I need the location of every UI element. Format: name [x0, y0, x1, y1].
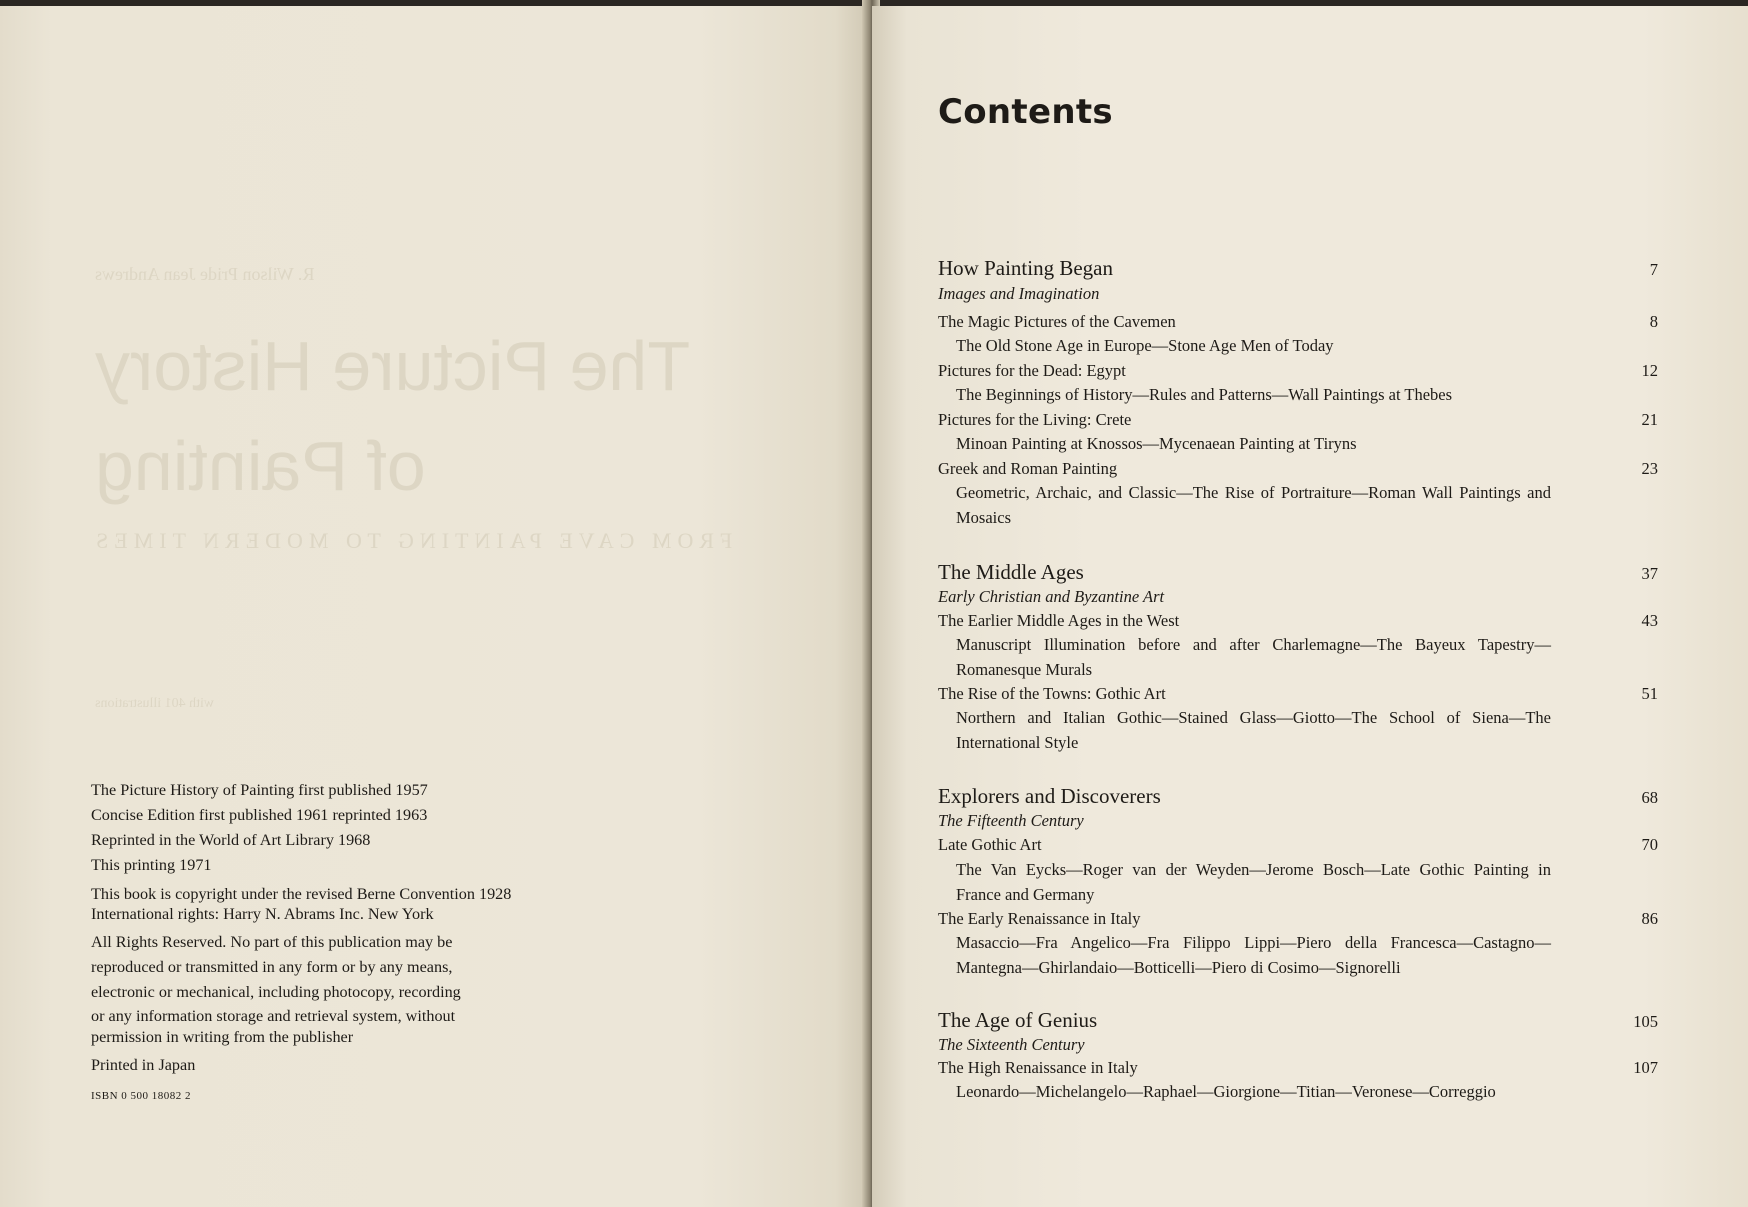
entry-subtopics: The Beginnings of History—Rules and Patterns—Wall Paintings at Thebes	[956, 385, 1453, 404]
section-subtitle: The Sixteenth Century	[938, 1035, 1085, 1054]
section-title: The Middle Ages	[938, 560, 1084, 584]
imprint-line: Printed in Japan	[91, 1056, 196, 1074]
page-number: 68	[1641, 788, 1658, 807]
toc-entry[interactable]	[938, 459, 1658, 479]
entry-title: Late Gothic Art	[938, 835, 1042, 854]
section-subtitle: Early Christian and Byzantine Art	[938, 587, 1165, 606]
page-number: 37	[1641, 564, 1658, 583]
entry-subtopics: Minoan Painting at Knossos—Mycenaean Painting at Tiryns	[956, 434, 1357, 453]
imprint-line: permission in writing from the publisher	[91, 1028, 354, 1046]
left-page	[0, 6, 870, 1207]
show-through-line: with 401 illustrations	[95, 696, 214, 711]
imprint-block	[91, 778, 591, 1109]
entry-title: The High Renaissance in Italy	[938, 1058, 1138, 1077]
imprint-line: International rights: Harry N. Abrams Inc. New York	[91, 905, 434, 923]
imprint-line: electronic or mechanical, including photocopy, recording	[91, 983, 461, 1001]
page-title: Contents	[938, 92, 1113, 132]
section-subtitle: The Fifteenth Century	[938, 811, 1084, 830]
toc-entry[interactable]	[938, 361, 1658, 381]
toc-entry[interactable]	[938, 611, 1658, 631]
imprint-line: This book is copyright under the revised Berne Convention 1928	[91, 885, 512, 903]
imprint-line: All Rights Reserved. No part of this publication may be	[91, 933, 453, 951]
toc-entry[interactable]	[938, 909, 1658, 929]
page-number: 23	[1641, 459, 1658, 478]
entry-title: The Early Renaissance in Italy	[938, 909, 1141, 928]
section-subtitle: Images and Imagination	[938, 284, 1100, 303]
imprint-line: or any information storage and retrieval system, without	[91, 1007, 456, 1025]
toc-section[interactable]	[938, 560, 1658, 585]
entry-subtopics: Masaccio—Fra Angelico—Fra Filippo Lippi—Piero della Francesca—Castagno—Mantegna—Ghirlandaio—Botticelli—Piero di Cosimo—Signorelli	[956, 933, 1551, 977]
page-number: 51	[1641, 684, 1658, 703]
entry-subtopics: Leonardo—Michelangelo—Raphael—Giorgione—Titian—Veronese—Correggio	[956, 1082, 1496, 1101]
page-number: 21	[1641, 410, 1658, 429]
page-number: 86	[1641, 909, 1658, 928]
show-through-title-line1: The Picture History	[95, 327, 691, 405]
entry-title: Greek and Roman Painting	[938, 459, 1118, 478]
toc-section[interactable]	[938, 1008, 1658, 1033]
imprint-line: Reprinted in the World of Art Library 1968	[91, 831, 371, 849]
entry-title: The Earlier Middle Ages in the West	[938, 611, 1180, 630]
imprint-line: Concise Edition first published 1961 reprinted 1963	[91, 806, 428, 824]
show-through-author: R. Wilson Pride Jean Andrews	[95, 264, 315, 284]
page-number: 107	[1633, 1058, 1658, 1077]
entry-title: The Magic Pictures of the Cavemen	[938, 312, 1176, 331]
toc-entry[interactable]	[938, 835, 1658, 855]
toc-entry[interactable]	[938, 410, 1658, 430]
page-number: 105	[1633, 1012, 1658, 1031]
page-number: 70	[1641, 835, 1658, 854]
show-through-title-line2: of Painting	[95, 427, 426, 505]
toc-entry[interactable]	[938, 684, 1658, 704]
entry-title: The Rise of the Towns: Gothic Art	[938, 684, 1166, 703]
entry-subtopics: Manuscript Illumination before and after Charlemagne—The Bayeux Tapestry—Romanesque Murals	[956, 635, 1551, 679]
section-title: How Painting Began	[938, 256, 1113, 280]
isbn: ISBN 0 500 18082 2	[91, 1090, 192, 1102]
entry-subtopics: The Van Eycks—Roger van der Weyden—Jerome Bosch—Late Gothic Painting in France and Germany	[956, 860, 1551, 904]
section-title: Explorers and Discoverers	[938, 784, 1161, 808]
toc-entry[interactable]	[938, 1058, 1658, 1078]
imprint-line: The Picture History of Painting first published 1957	[91, 781, 428, 799]
page-number: 12	[1641, 361, 1658, 380]
page-number: 8	[1649, 312, 1658, 331]
section-title: The Age of Genius	[938, 1008, 1098, 1032]
show-through-subtitle: FROM CAVE PAINTING TO MODERN TIMES	[90, 528, 733, 553]
entry-title: Pictures for the Living: Crete	[938, 410, 1132, 429]
entry-subtopics: Northern and Italian Gothic—Stained Glass—Giotto—The School of Siena—The International Style	[956, 708, 1551, 752]
entry-subtopics: Geometric, Archaic, and Classic—The Rise of Portraiture—Roman Wall Paintings and Mosaics	[956, 483, 1551, 527]
toc-section[interactable]	[938, 784, 1658, 809]
entry-subtopics: The Old Stone Age in Europe—Stone Age Men of Today	[956, 336, 1334, 355]
imprint-line: This printing 1971	[91, 856, 212, 874]
page-number: 7	[1649, 260, 1658, 279]
toc-section[interactable]	[938, 256, 1658, 281]
page-number: 43	[1641, 611, 1658, 630]
toc-entry[interactable]	[938, 312, 1658, 332]
entry-title: Pictures for the Dead: Egypt	[938, 361, 1126, 380]
imprint-line: reproduced or transmitted in any form or by any means,	[91, 958, 453, 976]
